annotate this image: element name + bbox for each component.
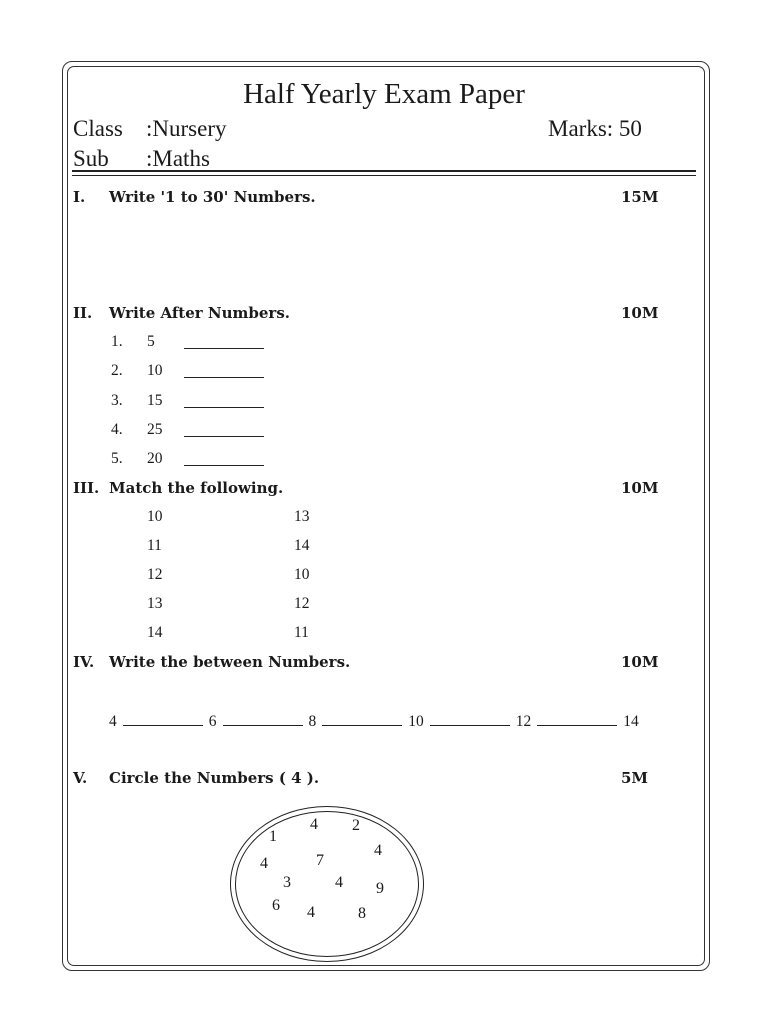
answer-blank[interactable] — [322, 711, 402, 726]
q5-text: Circle the Numbers ( 4 ). — [109, 769, 320, 787]
q4-number: IV. — [73, 653, 95, 671]
q2-text: Write After Numbers. — [109, 304, 290, 322]
q1-marks: 15M — [621, 188, 659, 206]
q2-item-index: 5. — [111, 450, 123, 467]
circle-number[interactable]: 4 — [335, 874, 343, 891]
q2-item-value: 10 — [147, 362, 163, 379]
header-rule-thick — [72, 170, 696, 172]
number-circle-inner — [235, 811, 419, 957]
match-right-item: 14 — [294, 537, 310, 554]
answer-blank[interactable] — [430, 711, 510, 726]
sequence-number: 14 — [623, 713, 639, 730]
circle-number[interactable]: 7 — [316, 852, 324, 869]
match-left-item: 10 — [147, 508, 163, 525]
answer-blank[interactable] — [184, 363, 264, 383]
q2-number: II. — [73, 304, 93, 322]
class-value: :Nursery — [146, 116, 227, 141]
subject-value: :Maths — [146, 146, 210, 171]
match-right-item: 11 — [294, 624, 309, 641]
circle-number[interactable]: 4 — [310, 816, 318, 833]
sequence-number: 8 — [308, 713, 317, 730]
q2-marks: 10M — [621, 304, 659, 322]
match-left-item: 14 — [147, 624, 163, 641]
match-right-item: 12 — [294, 595, 310, 612]
page-title: Half Yearly Exam Paper — [243, 78, 525, 110]
q2-item-value: 20 — [147, 450, 163, 467]
circle-number[interactable]: 1 — [269, 828, 277, 845]
q1-number: I. — [73, 188, 86, 206]
sequence-number: 4 — [109, 713, 117, 730]
q2-item-value: 5 — [147, 333, 155, 350]
circle-number[interactable]: 4 — [374, 842, 382, 859]
sequence-number: 12 — [515, 713, 532, 730]
total-marks: Marks: 50 — [548, 116, 642, 141]
header-rule-thin — [72, 175, 696, 176]
match-left-item: 13 — [147, 595, 163, 612]
q2-item-value: 15 — [147, 392, 163, 409]
sequence-number: 10 — [408, 713, 424, 730]
q3-text: Match the following. — [109, 479, 284, 497]
sequence-number: 6 — [208, 713, 217, 730]
answer-blank[interactable] — [184, 451, 264, 471]
answer-blank[interactable] — [223, 711, 303, 726]
answer-blank[interactable] — [123, 711, 203, 726]
circle-number[interactable]: 3 — [283, 874, 291, 891]
answer-blank[interactable] — [184, 393, 264, 413]
q5-number: V. — [73, 769, 88, 787]
answer-blank[interactable] — [184, 334, 264, 354]
q4-marks: 10M — [621, 653, 659, 671]
circle-number[interactable]: 2 — [352, 817, 360, 834]
q1-text: Write '1 to 30' Numbers. — [109, 188, 316, 206]
q5-marks: 5M — [621, 769, 649, 787]
answer-blank[interactable] — [537, 711, 617, 726]
q3-number: III. — [73, 479, 100, 497]
q2-item-index: 2. — [111, 362, 123, 379]
q2-item-value: 25 — [147, 421, 163, 438]
subject-label: Sub — [73, 146, 109, 171]
circle-number[interactable]: 6 — [272, 897, 280, 914]
circle-number[interactable]: 4 — [260, 855, 268, 872]
answer-blank[interactable] — [184, 422, 264, 442]
circle-number[interactable]: 9 — [376, 880, 384, 897]
match-left-item: 11 — [147, 537, 162, 554]
q2-item-index: 4. — [111, 421, 123, 438]
q4-text: Write the between Numbers. — [109, 653, 351, 671]
circle-number[interactable]: 4 — [307, 904, 315, 921]
q3-marks: 10M — [621, 479, 659, 497]
class-label: Class — [73, 116, 123, 141]
match-right-item: 10 — [294, 566, 310, 583]
q2-item-index: 1. — [111, 333, 123, 350]
match-left-item: 12 — [147, 566, 163, 583]
q2-item-index: 3. — [111, 392, 123, 409]
number-sequence — [109, 711, 639, 731]
circle-number[interactable]: 8 — [358, 905, 366, 922]
match-right-item: 13 — [294, 508, 310, 525]
